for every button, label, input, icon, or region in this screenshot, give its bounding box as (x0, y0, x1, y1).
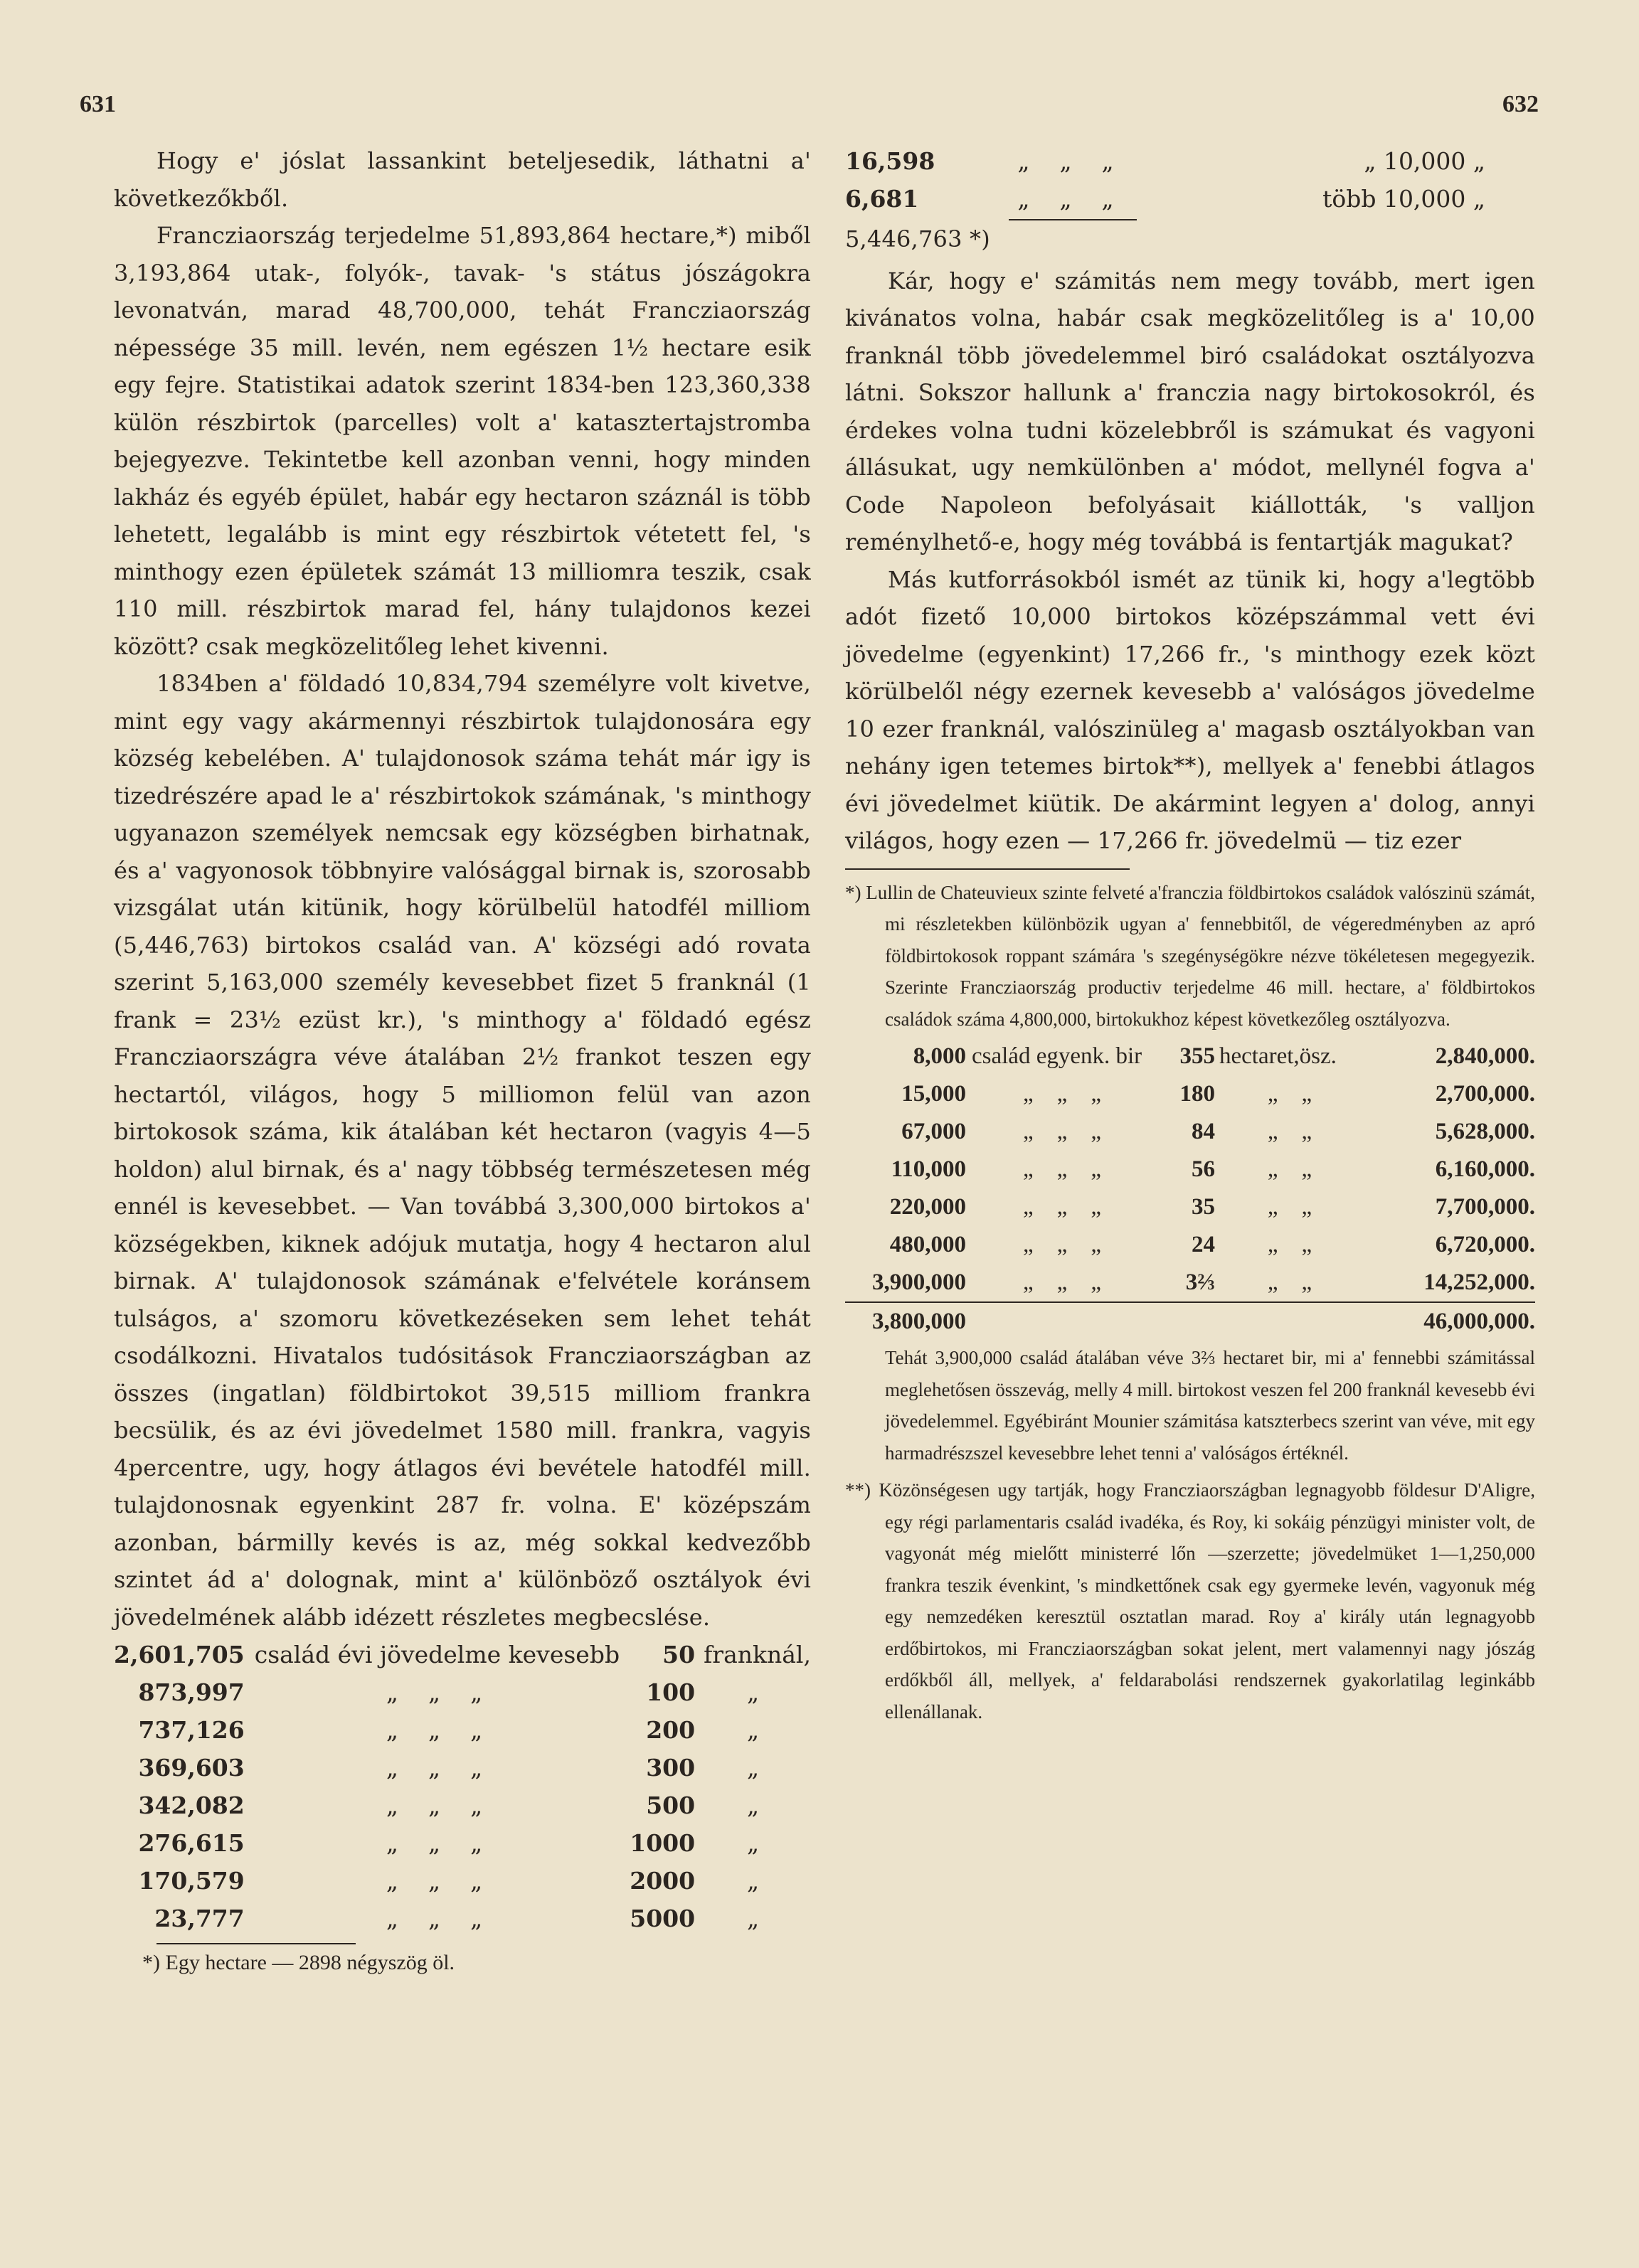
total-cell: 7,700,000. (1435, 1194, 1535, 1220)
ditto-cell: „ „ „ (386, 1716, 483, 1744)
ditto-cell: „ „ (1267, 1156, 1312, 1182)
paragraph: Francziaország terjedelme 51,893,864 hectare,*) miből 3,193,864 utak-, folyók-, tavak- 's státus jószágokra levonatván, marad 48,700,000, tehát Francziaország népessége 35 mill. levén, nem egészen 1½ hectare esik egy fejre. Statistikai adatok szerint 1834-ben 123,360,338 külön részbirtok (parcelles) volt a' katasztertajstromba bejegyezve. Tekintetbe kell azonban venni, hogy minden lakház és egyéb épület, habár egy hectaron száznál is több lehetett, legalább is mint egy részbirtok vétetett fel, 's minthogy ezen épületek számát 13 milliomra teszik, csak 110 mill. részbirtok marad fel, hány tulajdonos kezei között? csak megközelitőleg lehet kivenni. (114, 222, 811, 660)
ditto-cell: „ „ „ (1023, 1194, 1101, 1220)
count-cell: 220,000 (889, 1194, 966, 1220)
total-cell: 6,160,000. (1435, 1156, 1535, 1182)
ditto-cell: „ „ „ (1023, 1156, 1101, 1182)
table-row (845, 1226, 1535, 1264)
table-row (845, 180, 1485, 218)
continued-table (845, 142, 1485, 218)
count-cell: 23,777 (154, 1905, 245, 1932)
count-cell: 873,997 (138, 1678, 245, 1706)
total-cell: 6,720,000. (1435, 1232, 1535, 1257)
ditto-cell: „ „ „ (1023, 1232, 1101, 1257)
sum-row (845, 1302, 1535, 1341)
ditto-cell: „ „ „ (1023, 1269, 1101, 1295)
table-row (845, 1151, 1535, 1188)
ditto-cell: „ (746, 1716, 760, 1744)
count-cell: 16,598 (845, 147, 935, 175)
ditto-cell: „ „ „ (386, 1791, 483, 1819)
amount-cell: 5000 (630, 1905, 696, 1932)
count-cell: 480,000 (889, 1232, 966, 1257)
table-row (114, 1862, 811, 1900)
footnote-rule (157, 1943, 356, 1944)
hectare-cell: 84 (1192, 1119, 1215, 1144)
sum-total-cell: 46,000,000. (1364, 1302, 1535, 1341)
unit-cell: hectaret,ösz. (1219, 1043, 1337, 1069)
page-number-right: 632 (1502, 91, 1539, 117)
ditto-cell: „ „ „ (386, 1867, 483, 1895)
table-row (114, 1711, 811, 1749)
count-cell: 369,603 (138, 1754, 245, 1782)
paragraph: Más kutforrásokból ismét az tünik ki, hogy a'legtöbb adót fizető 10,000 birtokos középszámmal vett évi jövedelme (egyenkint) 17,266 fr., 's minthogy ezek közt körülbelől négy ezernek kevesebb a' valóságos jövedelme 10 ezer franknál, valószinüleg a' magasb osztályokban van nehány igen tetemes birtok**), mellyek a' fenebbi átlagos évi jövedelmet kiütik. De akármint legyen a' dolog, annyi világos, hogy ezen — 17,266 fr. jövedelmü — tiz ezer (845, 565, 1535, 854)
total-cell: 2,840,000. (1435, 1043, 1535, 1069)
ditto-cell: „ (746, 1754, 760, 1782)
ditto-cell: „ (746, 1867, 760, 1895)
table-row (114, 1749, 811, 1787)
ditto-cell: „ (746, 1829, 760, 1857)
ditto-cell: „ „ (1267, 1232, 1312, 1257)
ditto-cell: „ „ „ (386, 1905, 483, 1932)
table-row (845, 1188, 1535, 1226)
ditto-cell: „ „ „ (386, 1678, 483, 1706)
count-cell: 15,000 (901, 1081, 966, 1107)
ditto-cell: „ „ „ (1023, 1081, 1101, 1107)
amount-cell: 1000 (630, 1829, 696, 1857)
footnote: *) Lullin de Chateuvieux szinte felveté a'franczia földbirtokos családok valószinü számát, mi részletekben különbözik ugyan a' fennebbitől, de végeredményben az apró földbirtokosok roppant számára 's szegénységökre nézve tökéletesen megegyezik. Szerinte Francziaország productiv terjedelme 46 mill. hectare, a' földbirtokos családok száma 4,800,000, birtokukhoz képest következőleg osztályozva. (845, 881, 1535, 1030)
right-column (845, 142, 1535, 1727)
total-value: 5,446,763 *) (845, 225, 990, 252)
count-cell: 3,900,000 (872, 1269, 966, 1295)
text-cell: család egyenk. bir (972, 1043, 1142, 1069)
paragraph: Hogy e' jóslat lassankint beteljesedik, láthatni a' következőkből. (114, 147, 811, 212)
count-cell: 170,579 (138, 1867, 245, 1895)
label-cell: „ 10,000 „ (1364, 147, 1485, 175)
table-row (114, 1824, 811, 1862)
sum-count-cell: 3,800,000 (845, 1302, 966, 1341)
count-cell: 737,126 (138, 1716, 245, 1744)
label-cell: több 10,000 „ (1322, 185, 1485, 213)
amount-cell: 50 (662, 1641, 696, 1668)
amount-cell: 500 (646, 1791, 696, 1819)
ditto-cell: „ „ „ (386, 1829, 483, 1857)
table-row (845, 1264, 1535, 1302)
ditto-cell: „ (746, 1678, 760, 1706)
ditto-cell: „ „ „ (386, 1754, 483, 1782)
income-table (114, 1636, 811, 1937)
total-cell: 14,252,000. (1423, 1269, 1535, 1295)
ditto-cell: „ „ (1267, 1119, 1312, 1144)
count-cell: 2,601,705 (114, 1641, 245, 1668)
page-number-left: 631 (80, 91, 116, 117)
amount-cell: 2000 (630, 1867, 696, 1895)
ditto-cell: „ „ (1267, 1269, 1312, 1295)
count-cell: 342,082 (138, 1791, 245, 1819)
amount-cell: 300 (646, 1754, 696, 1782)
table-row (845, 1038, 1535, 1075)
hectare-cell: 180 (1179, 1081, 1215, 1107)
count-cell: 276,615 (138, 1829, 245, 1857)
footnote: *) Egy hectare — 2898 négyszög öl. (142, 1951, 455, 1974)
table-row (845, 1075, 1535, 1113)
count-cell: 67,000 (901, 1119, 966, 1144)
hectare-cell: 56 (1192, 1156, 1215, 1182)
amount-cell: 200 (646, 1716, 696, 1744)
hectare-cell: 35 (1192, 1194, 1215, 1220)
ditto-cell: „ (746, 1791, 760, 1819)
footnote-continuation: Tehát 3,900,000 család átalában véve 3⅔ hectaret bir, mi a' fennebbi számitással meglehetősen összevág, melly 4 mill. birtokost veszen fel 200 franknál kevesebb évi jövedelemmel. Egyébiránt Mounier számitása katszterbecs szerint van véve, mit egy harmadrészszel kevesebbre lehet tenni a' valóságos értéknél. (885, 1347, 1535, 1464)
ditto-cell: „ (746, 1905, 760, 1932)
hectare-cell: 355 (1179, 1043, 1215, 1069)
ditto-cell: „ „ „ (1023, 1119, 1101, 1144)
text-cell: család évi jövedelme kevesebb (254, 1641, 620, 1668)
paragraph: Kár, hogy e' számitás nem megy tovább, mert igen kivánatos volna, habár csak megközelitőleg is a' 10,00 franknál több jövedelemmel biró családokat osztályozva látni. Sokszor hallunk a' franczia nagy birtokosokról, és érdekes volna tudni közelebbről is számukat és vagyoni állásukat, ugy nemkülönben a' módot, mellynél fogva a' Code Napoleon befolyásait kiállották, 's valljon reménylhető-e, hogy még továbbá is fentartják magukat? (845, 267, 1535, 555)
footnote-table (845, 1038, 1535, 1341)
left-column (114, 142, 811, 1979)
footnote: **) Közönségesen ugy tartják, hogy Francziaországban legnagyobb földesur D'Aligre, egy régi parlamentaris család ivadéka, és Roy, ki sokáig pénzügyi minister volt, de vagyonát még mielőtt ministerré lőn —szerzette; jövedelmüket 1—1,250,000 frankra teszik évenkint, 's mindkettőnek csak egy gyermeke levén, vagyonuk még egy nemzedéken keresztül osztatlan marad. Roy a' király után legnagyobb erdőbirtokos, mi Francziaországban sokat jelent, mert valamennyi nagy jószág erdőkből áll, mellyek, a' feldarabolási rendszernek gyakorlatilag leginkább ellenállanak. (845, 1479, 1535, 1723)
ditto-cell: „ „ (1267, 1194, 1312, 1220)
ditto-cell: „ „ „ (1017, 147, 1114, 175)
footnote-rule (845, 868, 1130, 870)
table-row (845, 142, 1485, 180)
amount-cell: 100 (646, 1678, 696, 1706)
ditto-cell: „ „ (1267, 1081, 1312, 1107)
total-cell: 2,700,000. (1435, 1081, 1535, 1107)
total-cell: 5,628,000. (1435, 1119, 1535, 1144)
hectare-cell: 3⅔ (1185, 1269, 1215, 1295)
paragraph: 1834ben a' földadó 10,834,794 személyre volt kivetve, mint egy vagy akármennyi részbirtok tulajdonosára egy község kebelében. A' tulajdonosok száma tehát már igy is tizedrészére apad le a' részbirtokok számának, 's minthogy ugyanazon személyek nemcsak egy községben birhatnak, és a' vagyonosok többnyire valósággal birnak is, szorosabb vizsgálat után kitünik, hogy körülbelül hatodfél milliom (5,446,763) birtokos család van. A' községi adó rovata szerint 5,163,000 személy kevesebbet fizet 5 franknál (1 frank = 23½ ezüst kr.), 's minthogy a' földadó egész Francziaországra véve átalában 2½ frankot teszen egy hectartól, világos, hogy 5 milliomon felül van azon birtokosok száma, kik átalában két hectaron (vagyis 4—5 holdon) alul birnak, és a' nagy többség természetesen még ennél is kevesebbet. — Van továbbá 3,300,000 birtokos a' községekben, kiknek adójuk mutatja, hogy 4 hectaron alul birnak. A' tulajdonosok számának e'felvétele koránsem tulságos, a' szomoru következéseken sem lehet tehát csodálkozni. Hivatalos tudósitások Francziaországban az összes (ingatlan) földbirtokot 39,515 milliom frankra becsülik, és az évi jövedelmet 1580 mill. frankra, vagyis 4percentre, ugy, hogy átlagos évi bevétele hatodfél mill. tulajdonosnak egyenkint 287 fr. volna. E' középszám azonban, bármilly kevés is az, még sokkal kedvezőbb szintet ád a' dolognak, mint a' különböző osztályok évi jövedelmének alább idézett részletes megbecslése. (114, 670, 811, 1631)
table-row (114, 1900, 811, 1937)
table-row (845, 1113, 1535, 1151)
table-row (114, 1673, 811, 1711)
count-cell: 110,000 (891, 1156, 966, 1182)
count-cell: 6,681 (845, 185, 919, 213)
table-row (114, 1636, 811, 1673)
ditto-cell: „ „ „ (1017, 185, 1114, 213)
unit-cell: franknál, (704, 1641, 811, 1668)
count-cell: 8,000 (913, 1043, 966, 1069)
hectare-cell: 24 (1192, 1232, 1215, 1257)
table-row (114, 1787, 811, 1824)
